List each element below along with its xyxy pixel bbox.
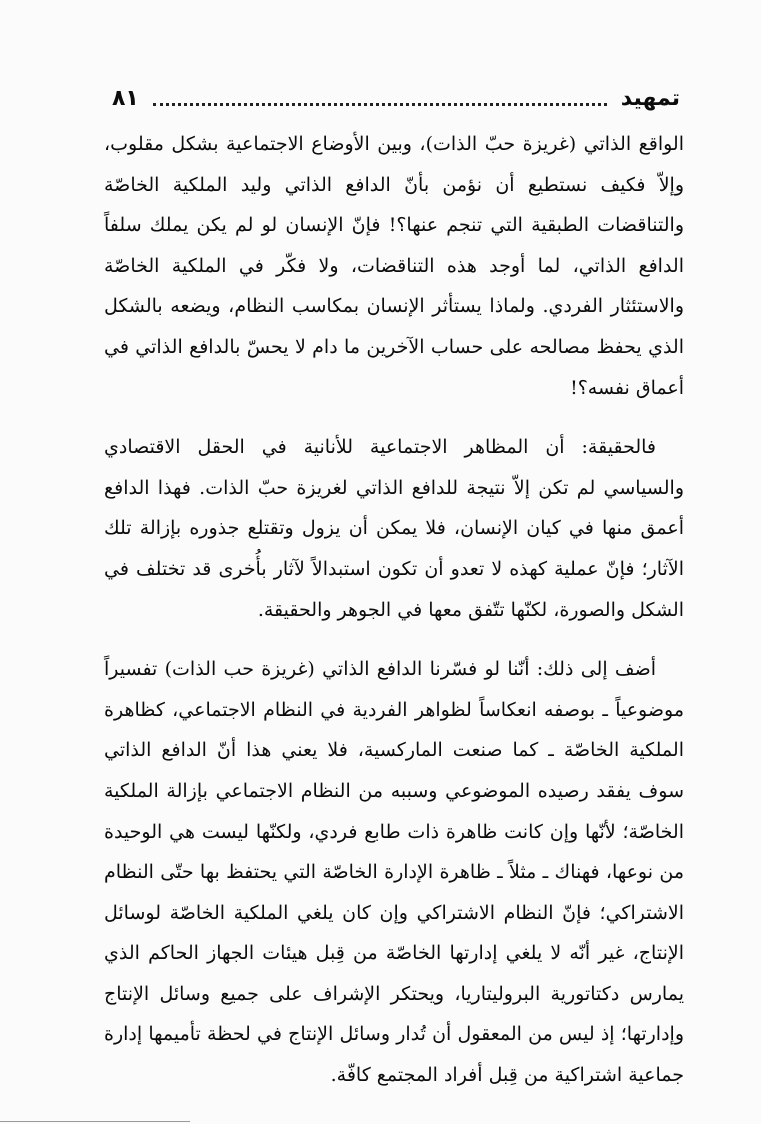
chapter-title: تمهيد (620, 86, 680, 111)
paragraph: أضف إلى ذلك: أنّنا لو فسّرنا الدافع الذاتي (غريزة حب الذات) تفسيراً موضوعياً ـ بوصفه انعكاساً لظواهر الفردية في النظام الاجتماعي، كظاهرة الملكية الخاصّة ـ كما صنعت الماركسية، فلا يعني هذا أنّ الدافع الذاتي سوف يفقد رصيده الموضوعي وسببه من النظام الاجتماعي بإزالة الملكية الخاصّة؛ لأنّها وإن كانت ظاهرة ذات طابع فردي، ولكنّها ليست هي الوحيدة من نوعها، فهناك ـ مثلاً ـ ظاهرة الإدارة الخاصّة التي يحتفظ بها حتّى النظام الاشتراكي؛ فإنّ النظام الاشتراكي وإن كان يلغي الملكية الخاصّة لوسائل الإنتاج، غير أنّه لا يلغي إدارتها الخاصّة من قِبل هيئات الجهاز الحاكم الذي يمارس دكتاتورية البروليتاريا، ويحتكر الإشراف على جميع وسائل الإنتاج وإدارتها؛ إذ ليس من المعقول أن تُدار وسائل الإنتاج في لحظة تأميمها إدارة جماعية اشتراكية من قِبل أفراد المجتمع كافّة. (104, 658, 684, 1087)
page-number: ٨١ (112, 86, 139, 111)
paragraph: فالحقيقة: أن المظاهر الاجتماعية للأنانية في الحقل الاقتصادي والسياسي لم تكن إلاّ نتيجة للدافع الذاتي لغريزة حبّ الذات. فهذا الدافع أعمق منها في كيان الإنسان، فلا يمكن أن يزول وتقتلع جذوره بإزالة تلك الآثار؛ فإنّ عملية كهذه لا تعدو أن تكون استبدالاً لآثار بأُخرى قد تختلف في الشكل والصورة، لكنّها تتّفق معها في الجوهر والحقيقة. (104, 436, 684, 621)
paragraph: الواقع الذاتي (غريزة حبّ الذات)، وبين الأوضاع الاجتماعية بشكل مقلوب، وإلاّ فكيف نستطيع أن نؤمن بأنّ الدافع الذاتي وليد الملكية الخاصّة والتناقضات الطبقية التي تنجم عنها؟! فإنّ الإنسان لو لم يكن يملك سلفاً الدافع الذاتي، لما أوجد هذه التناقضات، ولا فكّر في الملكية الخاصّة والاستئثار الفردي. ولماذا يستأثر الإنسان بمكاسب النظام، ويضعه بالشكل الذي يحفظ مصالحه على حساب الآخرين ما دام لا يحسّ بالدافع الذاتي في أعماق نفسه؟! (104, 133, 684, 399)
scan-edge-line (0, 1121, 190, 1122)
dotted-leader (153, 103, 607, 106)
running-header (112, 74, 680, 114)
body-text (104, 124, 684, 1096)
